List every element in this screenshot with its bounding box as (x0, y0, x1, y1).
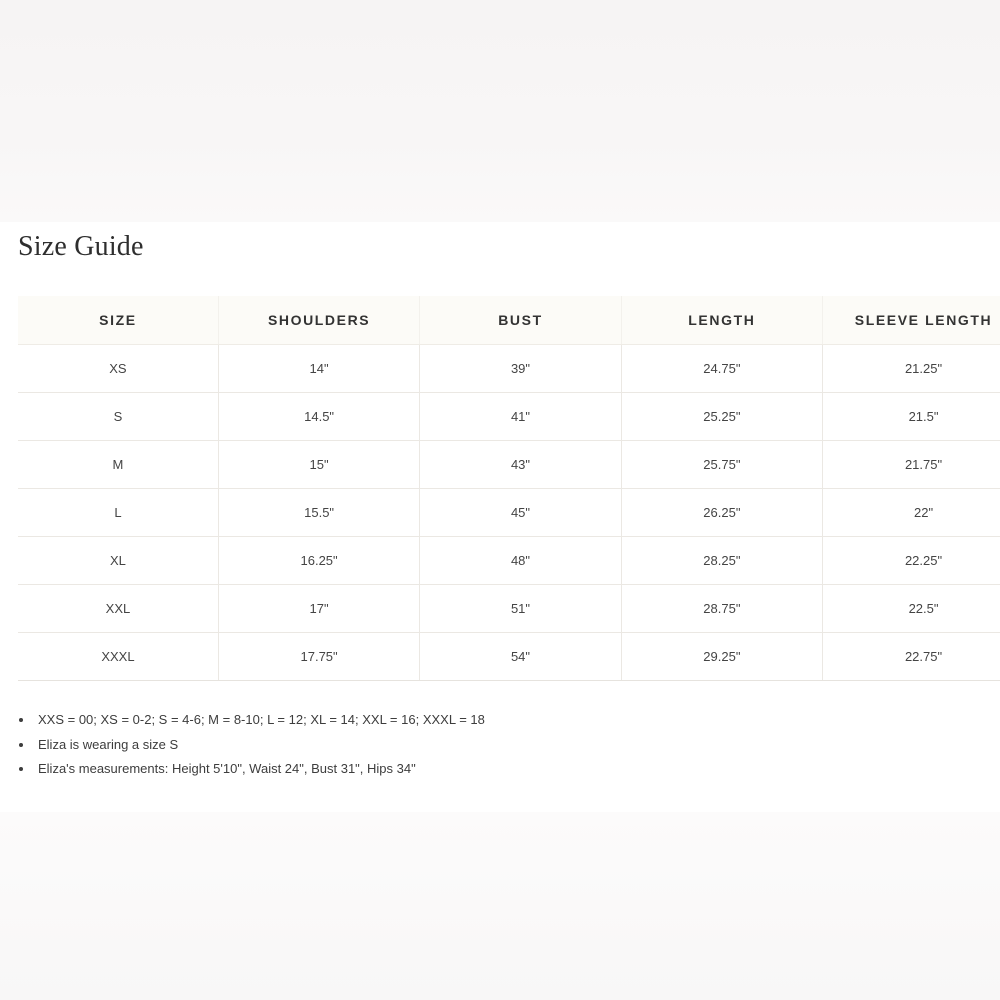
table-row (18, 344, 1000, 392)
size-notes-list (18, 708, 485, 782)
bullet-icon (19, 767, 23, 771)
column-header-shoulders: SHOULDERS (218, 296, 419, 344)
table-cell: 41" (420, 392, 621, 440)
table-cell: 22.75" (823, 632, 1000, 680)
table-cell: 48" (420, 536, 621, 584)
size-table (18, 296, 1000, 681)
table-cell: 39" (420, 344, 621, 392)
table-row (18, 440, 1000, 488)
table-cell: XXL (18, 584, 218, 632)
table-cell: 25.75" (621, 440, 822, 488)
bottom-background (0, 812, 1000, 1000)
table-cell: 17" (218, 584, 419, 632)
list-item (18, 733, 485, 758)
column-header-sleeve-length: SLEEVE LENGTH (823, 296, 1000, 344)
model-measurements-note: Eliza's measurements: Height 5'10", Waist 24", Bust 31", Hips 34" (38, 761, 416, 776)
table-cell: 45" (420, 488, 621, 536)
table-cell: 16.25" (218, 536, 419, 584)
column-header-length: LENGTH (621, 296, 822, 344)
size-conversion-note: XXS = 00; XS = 0-2; S = 4-6; M = 8-10; L = 12; XL = 14; XXL = 16; XXXL = 18 (38, 712, 485, 727)
bullet-icon (19, 718, 23, 722)
table-cell: S (18, 392, 218, 440)
table-cell: 14" (218, 344, 419, 392)
table-cell: 26.25" (621, 488, 822, 536)
table-cell: 28.25" (621, 536, 822, 584)
top-background (0, 0, 1000, 222)
model-size-note: Eliza is wearing a size S (38, 736, 179, 752)
table-cell: 43" (420, 440, 621, 488)
column-header-size: SIZE (18, 296, 218, 344)
table-cell: 51" (420, 584, 621, 632)
table-header-row (18, 296, 1000, 344)
table-cell: 29.25" (621, 632, 822, 680)
table-cell: 54" (420, 632, 621, 680)
table-row (18, 392, 1000, 440)
table-row (18, 488, 1000, 536)
bullet-icon (19, 743, 23, 747)
table-row (18, 536, 1000, 584)
table-cell: XS (18, 344, 218, 392)
page-title: Size Guide (18, 231, 144, 262)
table-cell: 21.75" (823, 440, 1000, 488)
table-cell: 25.25" (621, 392, 822, 440)
table-cell: 15" (218, 440, 419, 488)
list-item (18, 708, 485, 733)
column-header-bust: BUST (420, 296, 621, 344)
table-cell: 24.75" (621, 344, 822, 392)
table-row (18, 632, 1000, 680)
table-cell: XL (18, 536, 218, 584)
table-cell: 22.5" (823, 584, 1000, 632)
table-cell: 17.75" (218, 632, 419, 680)
table-cell: 15.5" (218, 488, 419, 536)
table-cell: L (18, 488, 218, 536)
table-cell: 14.5" (218, 392, 419, 440)
list-item (18, 757, 485, 782)
table-cell: XXXL (18, 632, 218, 680)
table-row (18, 584, 1000, 632)
table-cell: 21.5" (823, 392, 1000, 440)
table-cell: 21.25" (823, 344, 1000, 392)
table-cell: M (18, 440, 218, 488)
table-cell: 22" (823, 488, 1000, 536)
table-cell: 22.25" (823, 536, 1000, 584)
table-cell: 28.75" (621, 584, 822, 632)
